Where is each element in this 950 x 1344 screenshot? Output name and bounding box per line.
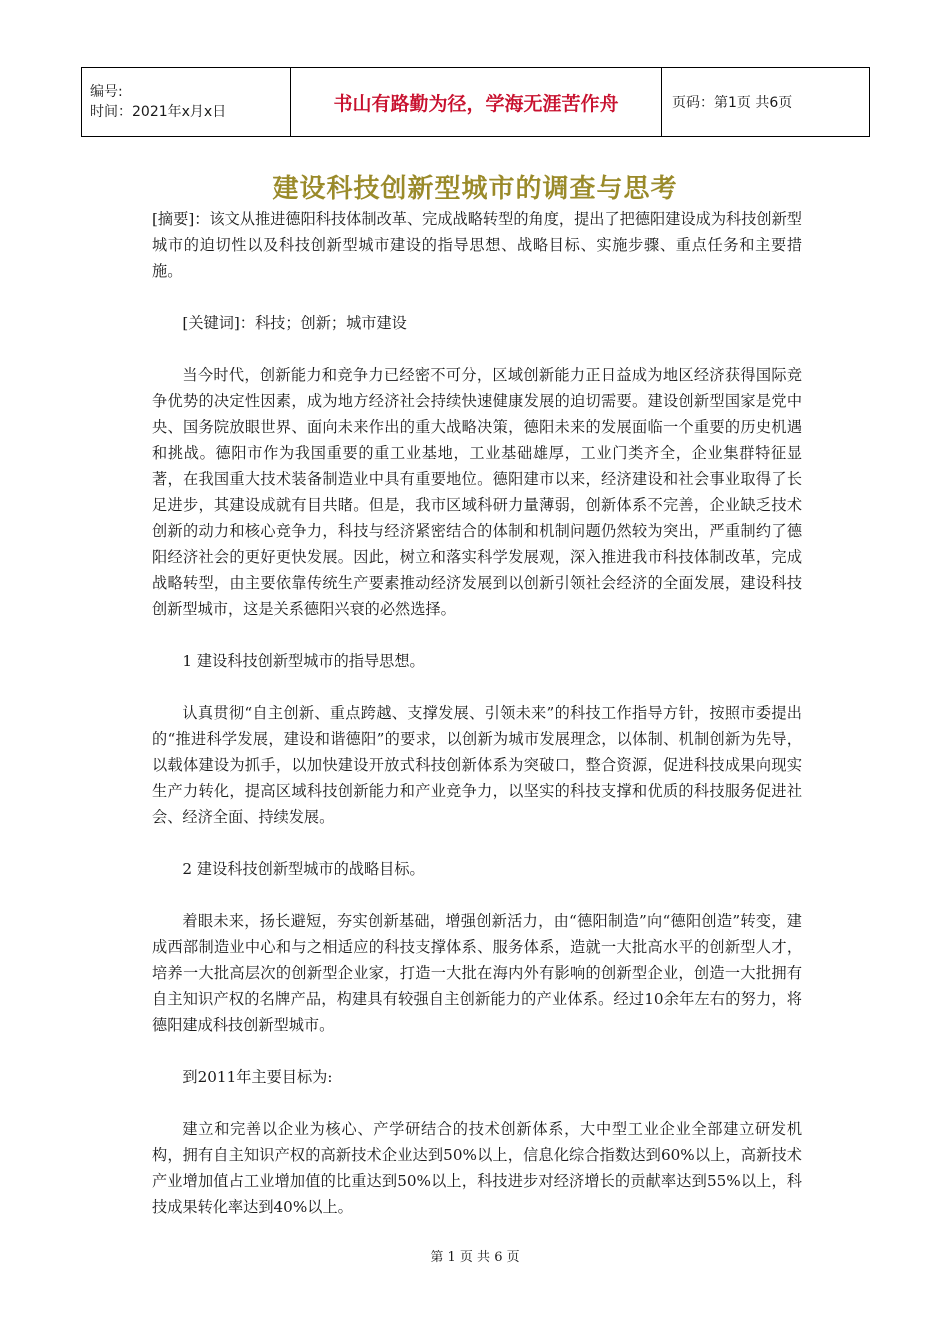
page-footer: 第 1 页 共 6 页 [430, 1250, 520, 1265]
section-1-paragraph: 认真贯彻“自主创新、重点跨越、支撑发展、引领未来”的科技工作指导方针，按照市委提出的“推进科学发展，建设和谐德阳”的要求，以创新为城市发展理念，以体制、机制创新为先导，以载体建设为抓手，以加快建设开放式科技创新体系为突破口，整合资源，促进科技成果向现实生产力转化，提高区域科技创新能力和产业竞争力，以坚实的科技支撑和优质的科技服务促进社会、经济全面、持续发展。 [152, 704, 802, 826]
section-1-heading: 1 建设科技创新型城市的指导思想。 [182, 652, 425, 670]
header-motto: 书山有路勤为径，学海无涯苦作舟 [291, 68, 662, 137]
goals-2011-heading: 到2011年主要目标为: [182, 1068, 333, 1086]
intro-paragraph: 当今时代，创新能力和竞争力已经密不可分，区域创新能力正日益成为地区经济获得国际竞争优势的决定性因素，成为地方经济社会持续快速健康发展的迫切需要。建设创新型国家是党中央、国务院放眼世界、面向未来作出的重大战略决策，德阳未来的发展面临一个重要的历史机遇和挑战。德阳市作为我国重要的重工业基地，工业基础雄厚，工业门类齐全，企业集群特征显著，在我国重大技术装备制造业中具有重要地位。德阳建市以来，经济建设和社会事业取得了长足进步，其建设成就有目共睹。但是，我市区域科研力量薄弱，创新体系不完善，企业缺乏技术创新的动力和核心竞争力，科技与经济紧密结合的体制和机制问题仍然较为突出，严重制约了德阳经济社会的更好更快发展。因此，树立和落实科学发展观，深入推进我市科技体制改革，完成战略转型，由主要依靠传统生产要素推动经济发展到以创新引领社会经济的全面发展，建设科技创新型城市，这是关系德阳兴衰的必然选择。 [152, 366, 802, 618]
document-number-label: 编号: [90, 84, 123, 100]
header-left-cell [82, 68, 291, 137]
document-title: 建设科技创新型城市的调查与思考 [272, 174, 678, 204]
abstract-paragraph: [摘要]：该文从推进德阳科技体制改革、完成战略转型的角度，提出了把德阳建设成为科技创新型城市的迫切性以及科技创新型城市建设的指导思想、战略目标、实施步骤、重点任务和主要措施。 [152, 210, 802, 280]
goals-2011-paragraph: 建立和完善以企业为核心、产学研结合的技术创新体系，大中型工业企业全部建立研发机构，拥有自主知识产权的高新技术企业达到50%以上，信息化综合指数达到60%以上，高新技术产业增加值占工业增加值的比重达到50%以上，科技进步对经济增长的贡献率达到55%以上，科技成果转化率达到40%以上。 [152, 1120, 802, 1216]
section-2-heading: 2 建设科技创新型城市的战略目标。 [182, 860, 425, 878]
header-table [81, 67, 870, 137]
document-time-label: 时间：2021年x月x日 [90, 104, 227, 120]
section-2-paragraph: 着眼未来，扬长避短，夯实创新基础，增强创新活力，由“德阳制造”向“德阳创造”转变，建成西部制造业中心和与之相适应的科技支撑体系、服务体系，造就一大批高水平的创新型人才，培养一大批高层次的创新型企业家，打造一大批在海内外有影响的创新型企业，创造一大批拥有自主知识产权的名牌产品，构建具有较强自主创新能力的产业体系。经过10余年左右的努力，将德阳建成科技创新型城市。 [152, 912, 802, 1034]
header-page-info: 页码：第1页 共6页 [662, 68, 870, 137]
document-body [152, 206, 802, 1246]
keywords-paragraph: [关键词]：科技；创新；城市建设 [182, 314, 407, 332]
